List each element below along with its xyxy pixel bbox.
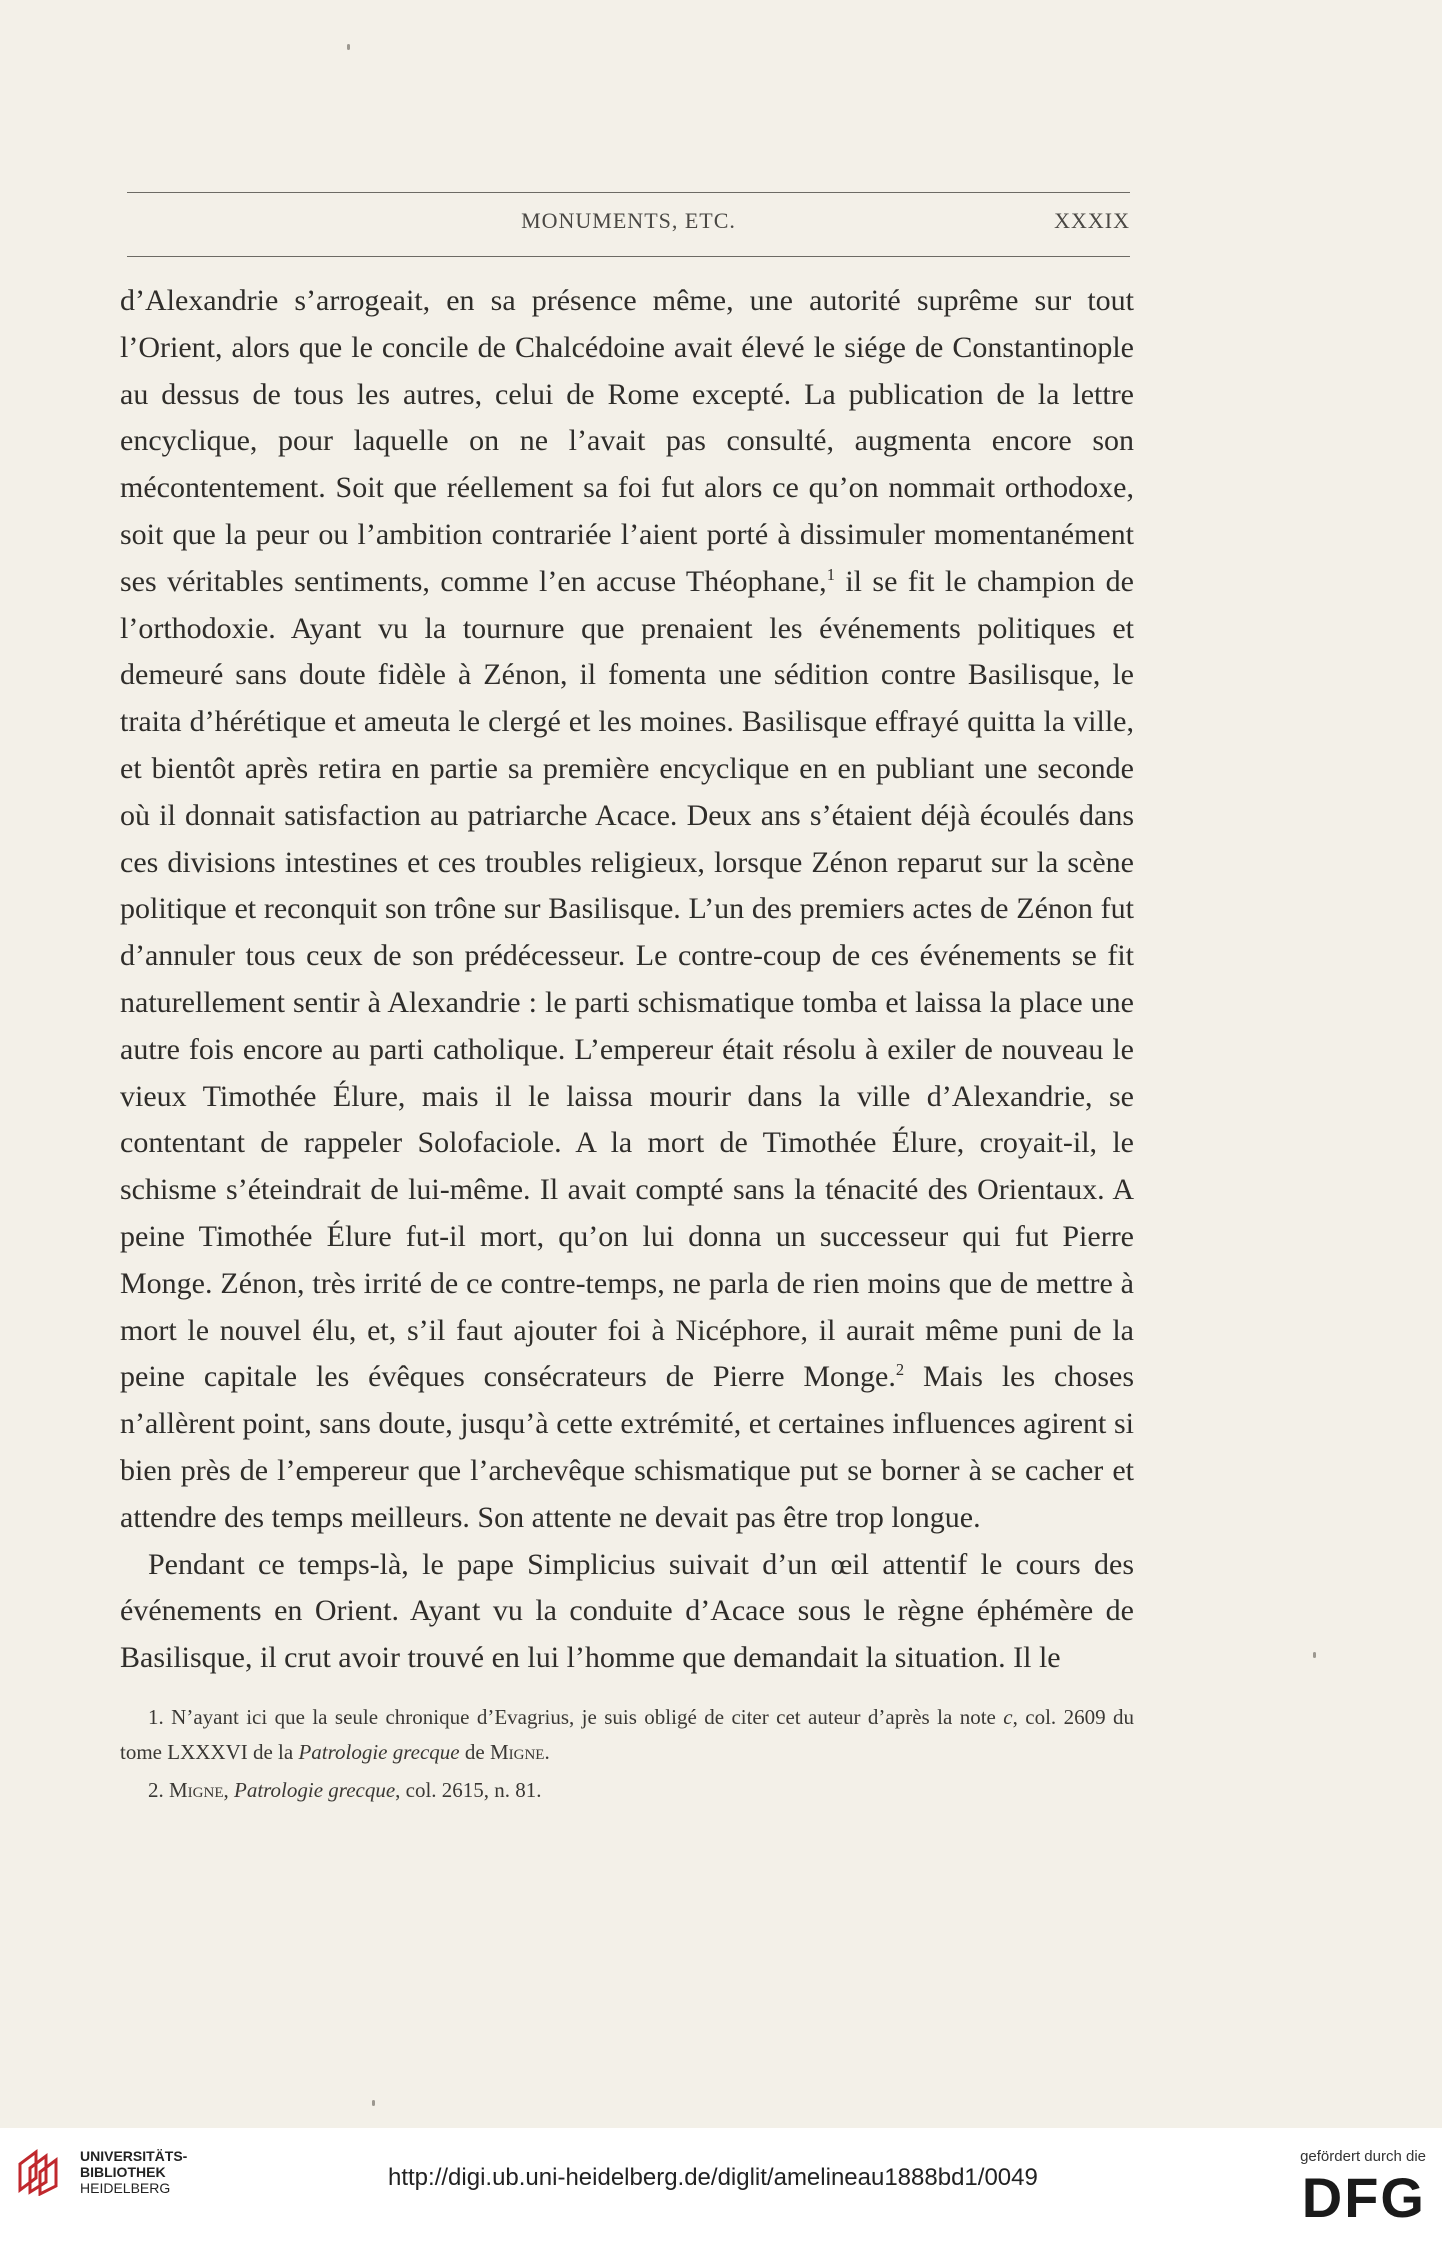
paper-speck — [347, 44, 350, 50]
paragraph-1-part-c: Mais les choses n’allèrent point, sans doute, jusqu’à cette extrémité, et certaines influences agirent si bien près de l’empereur que l’archevêque schismatique put se borner à se cacher et attendre des temps meilleurs. Son attente ne devait pas être trop longue. — [120, 1360, 1135, 1534]
running-head — [127, 208, 1130, 244]
paper-speck — [372, 2100, 375, 2106]
footnote-1-author: Migne — [489, 1740, 545, 1764]
library-name-line-3: HEIDELBERG — [80, 2180, 171, 2196]
footnote-1-text-de: de — [459, 1740, 490, 1764]
library-logo-icon — [14, 2146, 64, 2196]
running-head-title: MONUMENTS, ETC. — [521, 208, 736, 233]
dfg-logo: DFG — [1301, 2166, 1426, 2229]
footnote-1-end: . — [544, 1740, 550, 1764]
footnote-2-number: 2. — [148, 1778, 169, 1802]
digitization-footer — [0, 2128, 1442, 2242]
footnote-2-sep: , — [223, 1778, 234, 1802]
paper-speck — [1313, 1652, 1316, 1658]
paragraph-1-part-a: d’Alexandrie s’arrogeait, en sa présence même, une autorité suprême sur tout l’Orient, alors que le concile de Chalcédoine avait élevé le siége de Constantinople au dessus de tous les autres, celui de Rome excepté. La publication de la lettre encyclique, pour laquelle on ne l’avait pas consulté, augmenta encore son mécontentement. Soit que réellement sa foi fut alors ce qu’on nommait orthodoxe, soit que la peur ou l’ambition contrariée l’aient porté à dissimuler momentanément ses véritables sentiments, comme l’en accuse Théophane, — [120, 284, 1134, 598]
footnote-1-work-title: Patrologie grecque — [298, 1740, 460, 1764]
footnote-2-end: , col. 2615, n. 81. — [395, 1778, 542, 1802]
footnote-1-note-letter: c — [1003, 1705, 1013, 1729]
sponsor-label: gefördert durch die — [1300, 2148, 1426, 2165]
footnote-ref-2[interactable]: 2 — [895, 1360, 905, 1380]
footnote-2-author: Migne — [169, 1778, 224, 1802]
footnote-1-text-a: 1. N’ayant ici que la seule chronique d’Evagrius, je suis obligé de citer cet auteur d’après la note — [148, 1705, 1004, 1729]
paragraph-2: Pendant ce temps-là, le pape Simplicius suivait d’un œil attentif le cours des événements en Orient. Ayant vu la conduite d’Acace sous le règne éphémère de Basilisque, il crut avoir trouvé en lui l’homme que demandait la situation. Il le — [120, 1547, 1134, 1675]
header-rule-bottom — [127, 256, 1130, 257]
footnote-ref-1[interactable]: 1 — [826, 564, 835, 584]
footnote-1 — [120, 1700, 1134, 1770]
library-name-line-2: BIBLIOTHEK — [80, 2164, 166, 2180]
footnote-2 — [120, 1773, 1134, 1808]
paragraph-1 — [120, 278, 1134, 1542]
paragraph-1-part-b: il se fit le champion de l’orthodoxie. Ayant vu la tournure que prenaient les événements politiques et demeuré sans doute fidèle à Zénon, il fomenta une sédition contre Basilisque, le traita d’hérétique et ameuta le clergé et les moines. Basilisque effrayé quitta la ville, et bientôt après retira en partie sa première encyclique en en publiant une seconde où il donnait satisfaction au patriarche Acace. Deux ans s’étaient déjà écoulés dans ces divisions intestines et ces troubles religieux, lorsque Zénon reparut sur la scène politique et reconquit son trône sur Basilisque. L’un des premiers actes de Zénon fut d’annuler tous ceux de son prédécesseur. Le contre-coup de ces événements se fit naturellement sentir à Alexandrie : le parti schismatique tomba et laissa la place une autre fois encore au parti catholique. L’empereur était résolu à exiler de nouveau le vieux Timothée Élure, mais il le laissa mourir dans la ville d’Alexandrie, se contentant de rappeler Solofaciole. A la mort de Timothée Élure, croyait-il, le schisme s’éteindrait de lui-même. Il avait compté sans la ténacité des Orientaux. A peine Timothée Élure fut-il mort, qu’on lui donna un successeur qui fut Pierre Monge. Zénon, très irrité de ce contre-temps, ne parla de rien moins que de mettre à mort le nouvel élu, et, s’il faut ajouter foi à Nicéphore, il aurait même puni de la peine capitale les évêques consécrateurs de Pierre Monge. — [120, 564, 1134, 1394]
header-rule-top — [127, 192, 1130, 193]
library-name-line-1: UNIVERSITÄTS- — [80, 2148, 188, 2164]
permalink-url[interactable]: http://digi.ub.uni-heidelberg.de/diglit/amelineau1888bd1/0049 — [388, 2164, 1038, 2191]
page-number: XXXIX — [1054, 208, 1130, 233]
body-text — [120, 278, 1134, 1682]
footnote-2-work-title: Patrologie grecque — [234, 1778, 396, 1802]
footnote-1-text-b: , col. 2609 du tome LXXXVI de la — [120, 1705, 1134, 1764]
library-name — [80, 2148, 187, 2196]
